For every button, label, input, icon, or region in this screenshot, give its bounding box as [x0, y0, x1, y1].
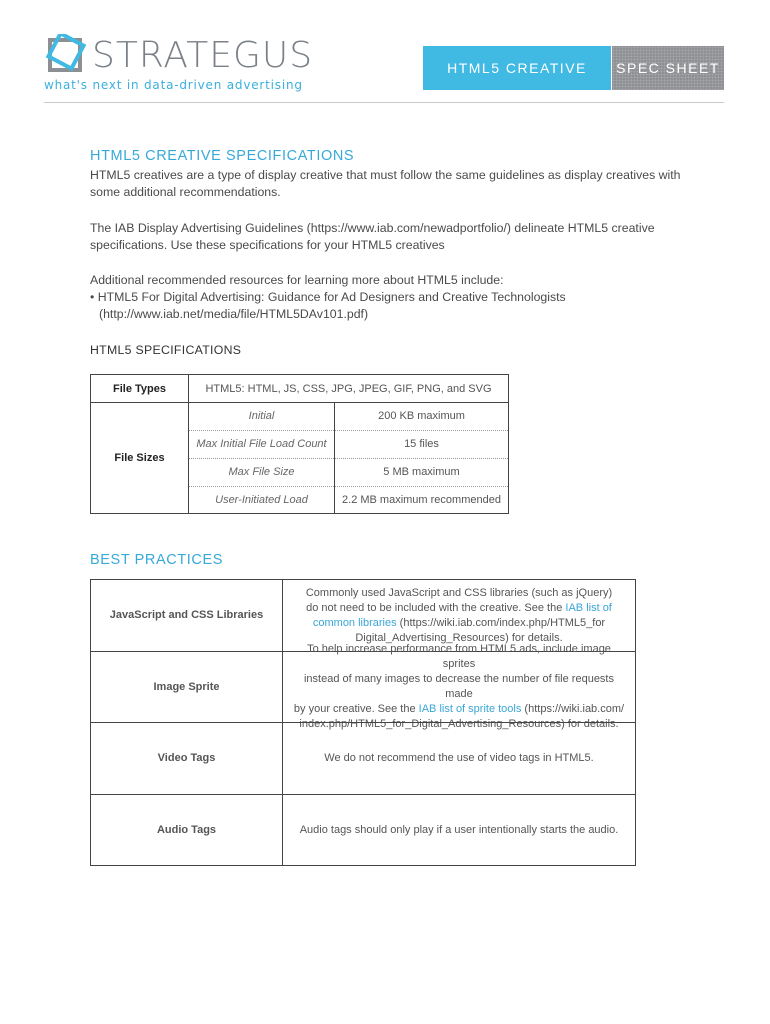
- logo-wordmark: STRATEGUS: [92, 35, 314, 76]
- resources-paragraph: Additional recommended resources for learning more about HTML5 include: • HTML5 For Digital Advertising: Guidance for Ad Designers and Creative Technologists (http://www.iab.net/media/file/HTML5DAv101.pdf): [90, 273, 566, 321]
- strategus-logo-icon: [44, 34, 86, 76]
- best-practices-heading: BEST PRACTICES: [90, 552, 224, 568]
- spec-row-label: Initial: [248, 410, 275, 422]
- spec-row-label: User-Initiated Load: [215, 494, 308, 506]
- iab-common-libraries-link[interactable]: IAB list of: [565, 601, 612, 614]
- iab-sprite-tools-link[interactable]: IAB list of sprite tools: [418, 703, 522, 715]
- header-divider: [44, 102, 724, 103]
- spec-row-label: Max Initial File Load Count: [196, 438, 327, 450]
- spec-row-value: 5 MB maximum: [383, 466, 460, 478]
- iab-guidelines-paragraph: The IAB Display Advertising Guidelines (https://www.iab.com/newadportfolio/) delineate HTML5 creative specifications. Use these specifications for your HTML5 creatives: [90, 221, 655, 252]
- file-types-label: File Types: [90, 374, 189, 403]
- spec-row-value: 2.2 MB maximum recommended: [342, 494, 501, 506]
- js-css-libraries-text: Commonly used JavaScript and CSS libraries (such as jQuery) do not need to be included with the creative. See the IAB list of common libraries (https://wiki.iab.com/index.php/HTML5_for Digital_Advertising_Resources) for details.: [282, 579, 636, 652]
- iab-common-libraries-link[interactable]: common libraries: [312, 616, 397, 629]
- intro-paragraph: HTML5 creatives are a type of display creative that must follow the same guidelines as display creatives with some additional recommendations.: [90, 168, 681, 199]
- html5-creative-badge: HTML5 CREATIVE: [423, 46, 611, 90]
- js-css-libraries-label: JavaScript and CSS Libraries: [90, 579, 283, 652]
- file-sizes-label: File Sizes: [90, 402, 189, 514]
- video-tags-text: We do not recommend the use of video tags in HTML5.: [282, 722, 636, 795]
- audio-tags-text: Audio tags should only play if a user intentionally starts the audio.: [282, 794, 636, 866]
- spec-sheet-badge: SPEC SHEET: [612, 46, 724, 90]
- logo-tagline: what's next in data-driven advertising: [44, 78, 303, 92]
- spec-row-value: 200 KB maximum: [378, 410, 465, 422]
- image-sprite-text: To help increase performance from HTML5 ads, include image sprites instead of many images to decrease the number of file requests made by your creative. See the IAB list of sprite tools (https://wiki.iab.com/ index.php/HTML5_for_Digital_Advertising_Resources) for details.: [282, 651, 636, 723]
- audio-tags-label: Audio Tags: [90, 794, 283, 866]
- video-tags-label: Video Tags: [90, 722, 283, 795]
- specifications-heading: HTML5 CREATIVE SPECIFICATIONS: [90, 148, 355, 164]
- html5-specifications-subtitle: HTML5 SPECIFICATIONS: [90, 343, 242, 357]
- spec-row-value: 15 files: [404, 438, 439, 450]
- file-types-value: HTML5: HTML, JS, CSS, JPG, JPEG, GIF, PNG, and SVG: [188, 374, 509, 403]
- spec-row-label: Max File Size: [228, 466, 295, 478]
- image-sprite-label: Image Sprite: [90, 651, 283, 723]
